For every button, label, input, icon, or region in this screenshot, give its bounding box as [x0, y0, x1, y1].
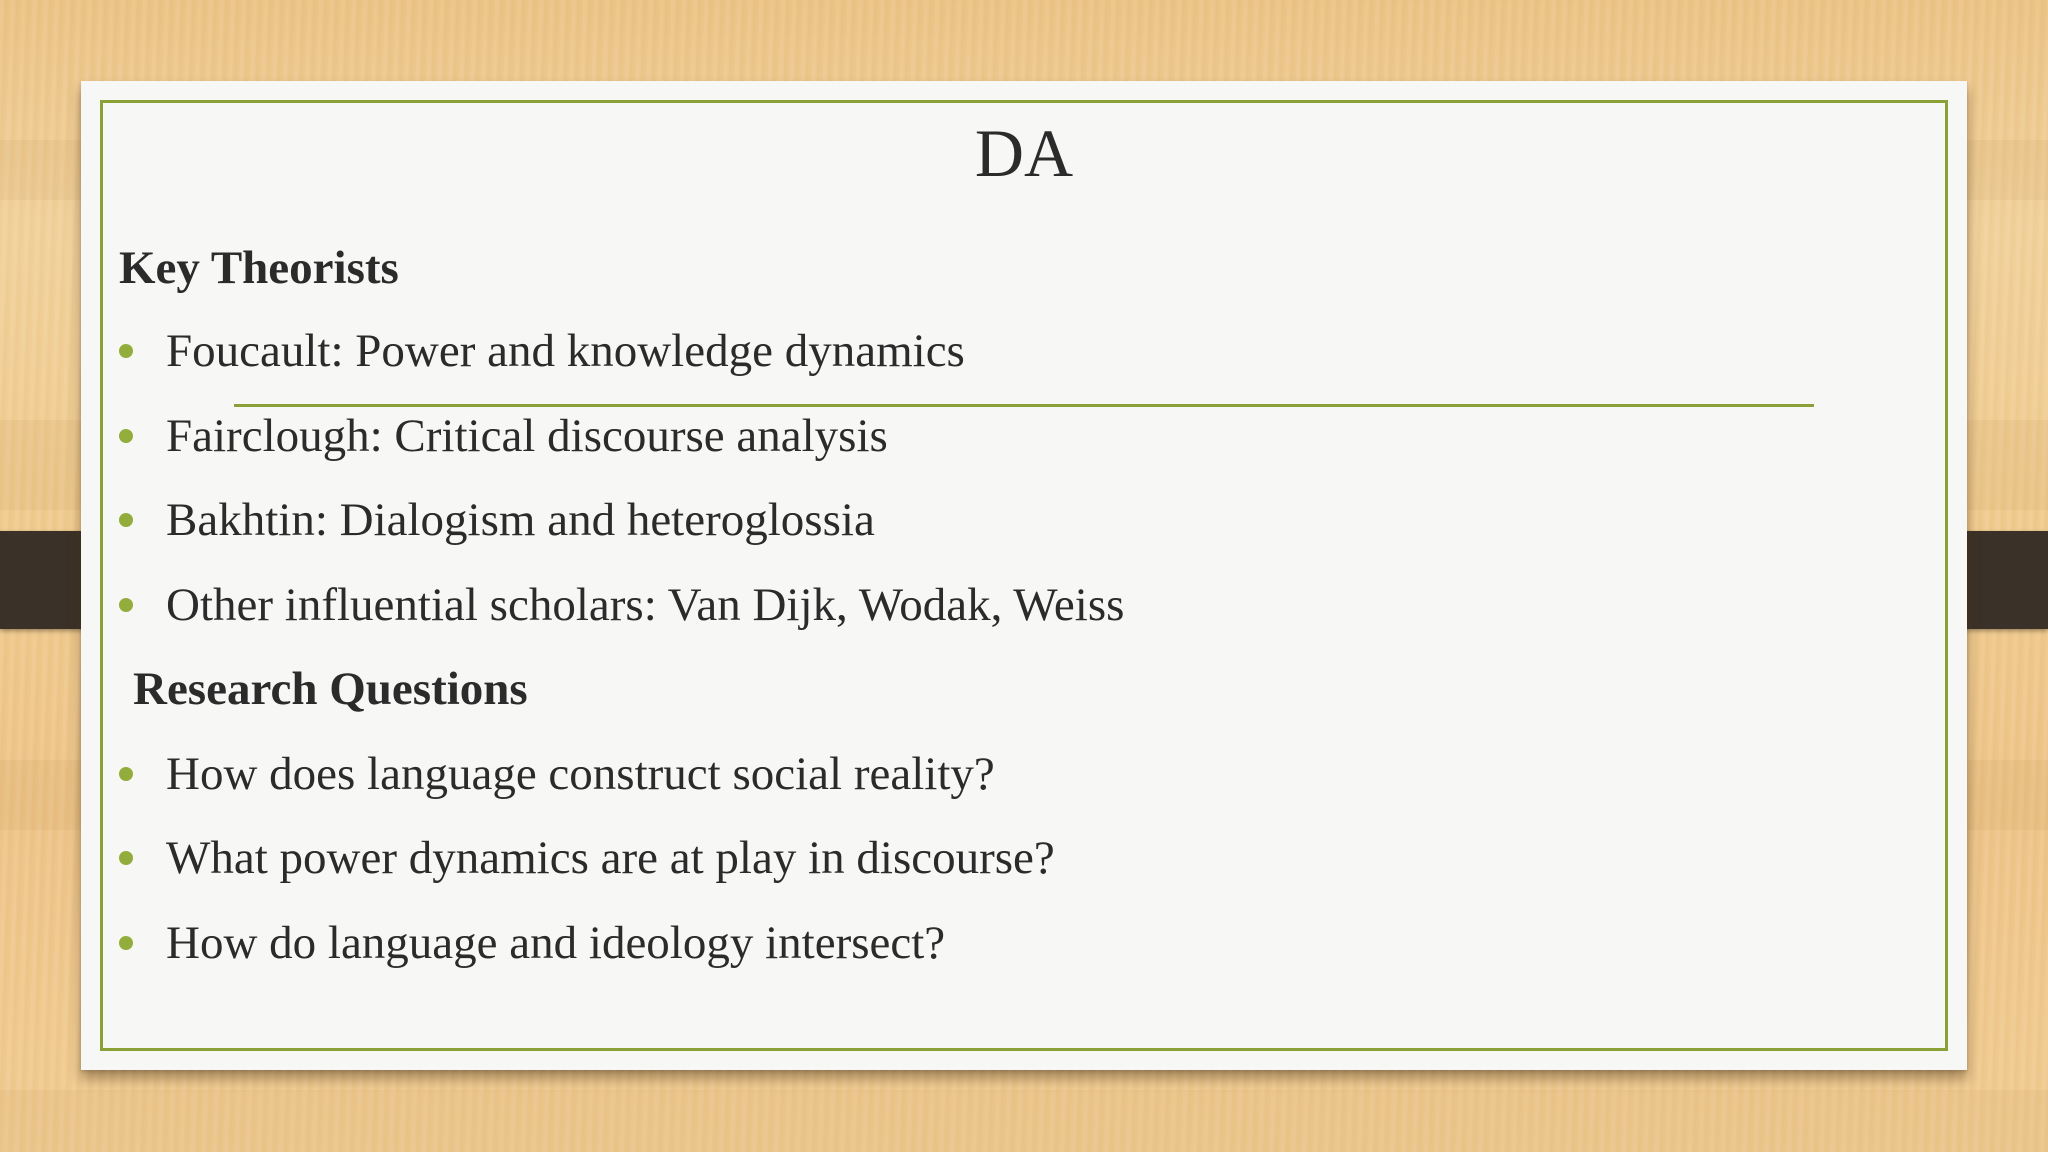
- section-heading-research-questions: Research Questions: [133, 663, 528, 715]
- slide-card: [81, 81, 1967, 1070]
- bullet-text: How do language and ideology intersect?: [166, 917, 946, 969]
- bullet-text: Other influential scholars: Van Dijk, Wodak, Weiss: [166, 579, 1125, 631]
- bullet-dot-icon: [119, 429, 133, 443]
- bullet-text: What power dynamics are at play in discourse?: [166, 832, 1055, 884]
- bullet-dot-icon: [119, 344, 133, 358]
- bullet-dot-icon: [119, 936, 133, 950]
- bullet-text: Fairclough: Critical discourse analysis: [166, 410, 888, 462]
- bullet-dot-icon: [119, 767, 133, 781]
- wood-grain-band: [0, 1090, 2048, 1152]
- bullet-text: How does language construct social reality?: [166, 748, 995, 800]
- bullet-dot-icon: [119, 851, 133, 865]
- slide-title: DA: [974, 115, 1074, 191]
- title-underline-rule: [234, 404, 1814, 407]
- bullet-dot-icon: [119, 598, 133, 612]
- bullet-text: Bakhtin: Dialogism and heteroglossia: [166, 494, 875, 546]
- bullet-dot-icon: [119, 513, 133, 527]
- section-heading-key-theorists: Key Theorists: [119, 242, 399, 294]
- bullet-text: Foucault: Power and knowledge dynamics: [166, 325, 965, 377]
